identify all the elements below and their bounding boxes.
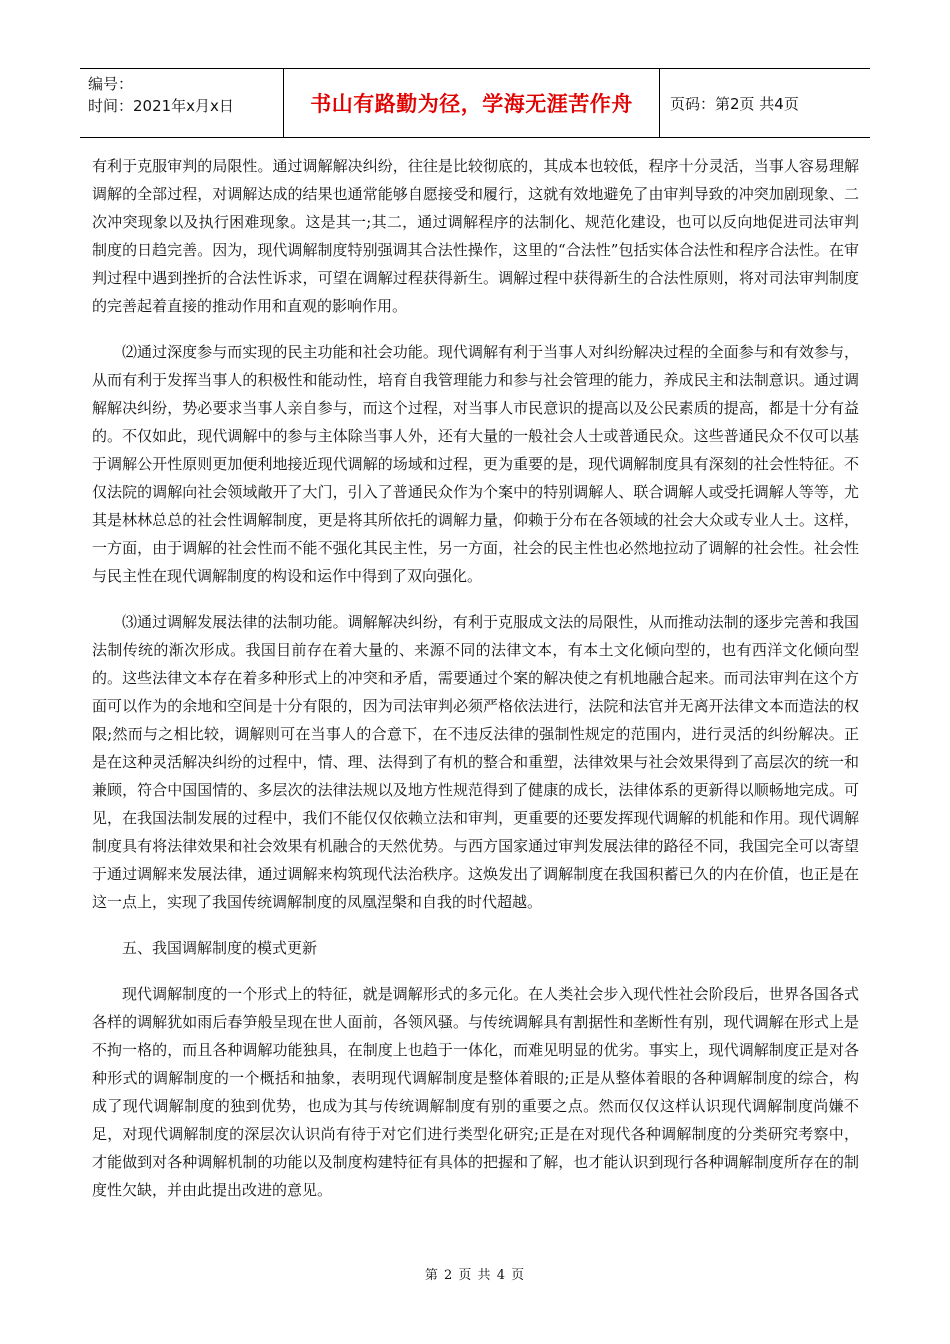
header-motto: 书山有路勤为径，学海无涯苦作舟 (283, 69, 660, 137)
body-paragraph: 现代调解制度的一个形式上的特征，就是调解形式的多元化。在人类社会步入现代性社会阶段后，世界各国各式各样的调解犹如雨后春笋般呈现在世人面前，各领风骚。与传统调解具有割据性和垄断性有别，现代调解在形式上是不拘一格的，而且各种调解功能独具，在制度上也趋于一体化，而难见明显的优劣。事实上，现代调解制度正是对各种形式的调解制度的一个概括和抽象，表明现代调解制度是整体着眼的;正是从整体着眼的各种调解制度的综合，构成了现代调解制度的独到优势，也成为其与传统调解制度有别的重要之点。然而仅仅这样认识现代调解制度尚嫌不足，对现代调解制度的深层次认识尚有待于对它们进行类型化研究;正是在对现代各种调解制度的分类研究考察中，才能做到对各种调解机制的功能以及制度构建特征有具体的把握和了解，也才能认识到现行各种调解制度所存在的制度性欠缺，并由此提出改进的意见。 (92, 985, 859, 1199)
page-footer: 第 2 页 共 4 页 (424, 1268, 526, 1283)
body-paragraph: 有利于克服审判的局限性。通过调解解决纠纷，往往是比较彻底的，其成本也较低，程序十分灵活，当事人容易理解调解的全部过程，对调解达成的结果也通常能够自愿接受和履行，这就有效地避免了由审判导致的冲突加剧现象、二次冲突现象以及执行困难现象。这是其一;其二，通过调解程序的法制化、规范化建设，也可以反向地促进司法审判制度的日趋完善。因为，现代调解制度特别强调其合法性操作，这里的“合法性”包括实体合法性和程序合法性。在审判过程中遇到挫折的合法性诉求，可望在调解过程获得新生。调解过程中获得新生的合法性原则，将对司法审判制度的完善起着直接的推动作用和直观的影响作用。 (92, 157, 859, 315)
page-header (80, 68, 870, 138)
body-paragraph: ⑶通过调解发展法律的法制功能。调解解决纠纷，有利于克服成文法的局限性，从而推动法制的逐步完善和我国法制传统的渐次形成。我国目前存在着大量的、来源不同的法律文本，有本土文化倾向型的，也有西洋文化倾向型的。这些法律文本存在着多种形式上的冲突和矛盾，需要通过个案的解决使之有机地融合起来。而司法审判在这个方面可以作为的余地和空间是十分有限的，因为司法审判必须严格依法进行，法院和法官并无离开法律文本而造法的权限;然而与之相比较，调解则可在当事人的合意下，在不违反法律的强制性规定的范围内，进行灵活的纠纷解决。正是在这种灵活解决纠纷的过程中，情、理、法得到了有机的整合和重塑，法律效果与社会效果得到了高层次的统一和兼顾，符合中国国情的、多层次的法律法规以及地方性规范得到了健康的成长，法律体系的更新得以顺畅地完成。可见，在我国法制发展的过程中，我们不能仅仅依赖立法和审判，更重要的还要发挥现代调解的机能和作用。现代调解制度具有将法律效果和社会效果有机融合的天然优势。与西方国家通过审判发展法律的路径不同，我国完全可以寄望于通过调解来发展法律，通过调解来构筑现代法治秩序。这焕发出了调解制度在我国积蓄已久的内在价值，也正是在这一点上，实现了我国传统调解制度的凤凰涅槃和自我的时代超越。 (92, 613, 859, 911)
header-meta (80, 69, 283, 137)
document-body (92, 152, 859, 1204)
body-paragraph: ⑵通过深度参与而实现的民主功能和社会功能。现代调解有利于当事人对纠纷解决过程的全面参与和有效参与，从而有利于发挥当事人的积极性和能动性，培育自我管理能力和参与社会管理的能力，养成民主和法制意识。通过调解解决纠纷，势必要求当事人亲自参与，而这个过程，对当事人市民意识的提高以及公民素质的提高，都是十分有益的。不仅如此，现代调解中的参与主体除当事人外，还有大量的一般社会人士或普通民众。这些普通民众不仅可以基于调解公开性原则更加便利地接近现代调解的场域和过程，更为重要的是，现代调解制度具有深刻的社会性特征。不仅法院的调解向社会领域敞开了大门，引入了普通民众作为个案中的特别调解人、联合调解人或受托调解人等等，尤其是林林总总的社会性调解制度，更是将其所依托的调解力量，仰赖于分布在各领域的社会大众或专业人士。这样，一方面，由于调解的社会性而不能不强化其民主性，另一方面，社会的民主性也必然地拉动了调解的社会性。社会性与民主性在现代调解制度的构设和运作中得到了双向强化。 (92, 343, 859, 585)
document-time-label: 时间：2021年x月x日 (88, 97, 234, 115)
document-number-label: 编号： (88, 75, 134, 93)
section-heading: 五、我国调解制度的模式更新 (122, 939, 318, 957)
header-page-info: 页码：第2页 共4页 (670, 94, 799, 113)
